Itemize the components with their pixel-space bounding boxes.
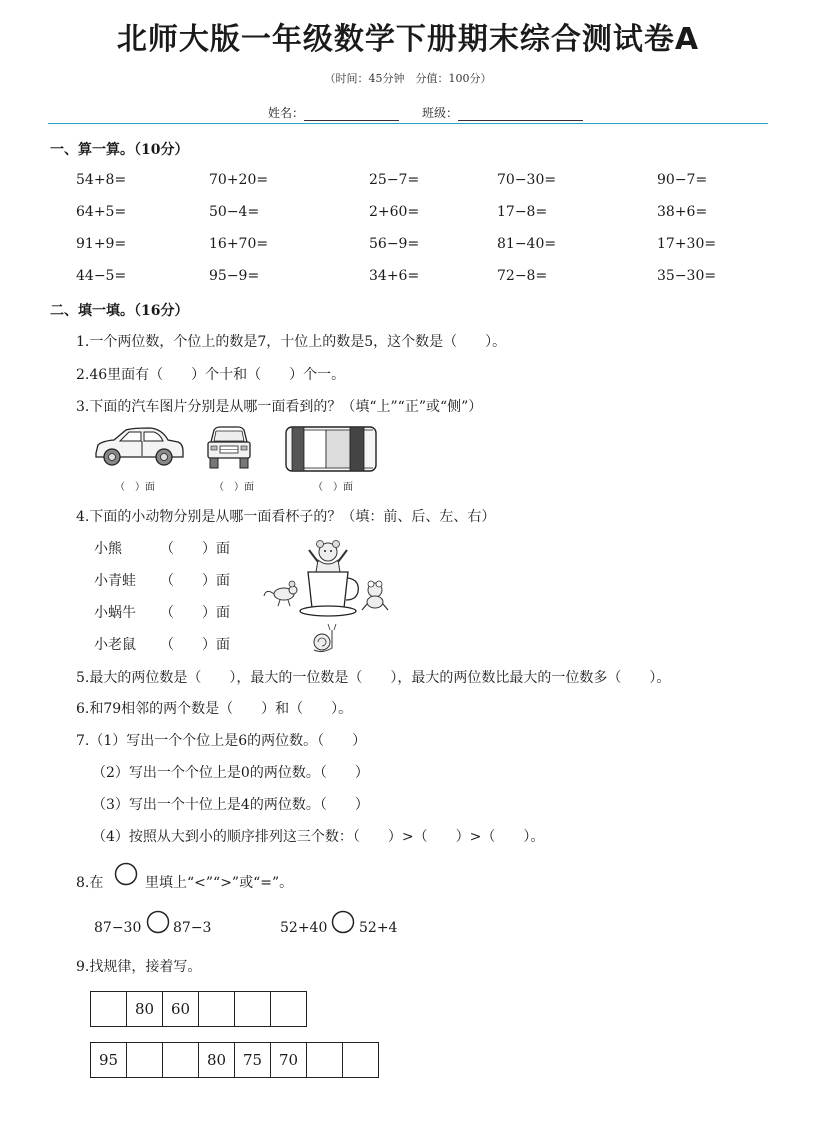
pattern-cell[interactable]: [235, 991, 271, 1027]
pattern-cell: 80: [127, 991, 163, 1027]
animal-label-bear: 小熊: [94, 541, 122, 557]
question-9: 9.找规律，接着写。: [76, 959, 202, 975]
pattern-cell: 75: [235, 1042, 271, 1078]
calc-item: 81−40=: [497, 236, 557, 252]
calc-item: 17+30=: [657, 236, 717, 252]
pattern-cell: 70: [271, 1042, 307, 1078]
pattern-cell[interactable]: [271, 991, 307, 1027]
question-8-intro: 8.在: [76, 875, 104, 891]
pattern-cell[interactable]: [343, 1042, 379, 1078]
question-8-instruction: 里填上“<”“>”或“=”。: [145, 875, 294, 891]
pattern-cell: 80: [199, 1042, 235, 1078]
cup-animals-illustration: [262, 538, 394, 656]
page-title: 北师大版一年级数学下册期末综合测试卷A: [116, 22, 700, 57]
animal-blank-bear[interactable]: （ ）面: [160, 541, 230, 557]
exam-meta: （时间：45分钟 分值：100分）: [324, 72, 492, 85]
car-side-view-image: [92, 426, 187, 468]
question-6: 6.和79相邻的两个数是（ ）和（ ）。: [76, 701, 353, 717]
calc-item: 2+60=: [369, 204, 420, 220]
calc-item: 70+20=: [209, 172, 269, 188]
animal-label-snail: 小蜗牛: [94, 605, 136, 621]
section2-heading: 二、填一填。（16分）: [50, 303, 189, 319]
calc-item: 38+6=: [657, 204, 708, 220]
compare-1-right: 87−3: [173, 920, 212, 936]
calc-item: 95−9=: [209, 268, 260, 284]
section1-heading: 一、算一算。（10分）: [50, 142, 189, 158]
name-blank[interactable]: [304, 108, 399, 121]
question-4: 4.下面的小动物分别是从哪一面看杯子的？（填：前、后、左、右）: [76, 509, 496, 525]
question-5: 5.最大的两位数是（ ），最大的一位数是（ ），最大的两位数比最大的一位数多（ ）。: [76, 670, 671, 686]
car-top-view-image: [285, 426, 377, 472]
animal-blank-frog[interactable]: （ ）面: [160, 573, 230, 589]
calc-item: 25−7=: [369, 172, 420, 188]
class-blank[interactable]: [458, 108, 583, 121]
question-7-part-1: 7.（1）写出一个个位上是6的两位数。（ ）: [76, 733, 367, 749]
question-2: 2.46里面有（ ）个十和（ ）个一。: [76, 367, 346, 383]
calc-item: 44−5=: [76, 268, 127, 284]
compare-1-left: 87−30: [94, 920, 142, 936]
circle-symbol-icon: [114, 862, 138, 886]
name-label: 姓名：: [268, 106, 305, 120]
calc-item: 35−30=: [657, 268, 717, 284]
animal-blank-mouse[interactable]: （ ）面: [160, 637, 230, 653]
pattern-cell[interactable]: [91, 991, 127, 1027]
pattern-cell[interactable]: [199, 991, 235, 1027]
calc-item: 17−8=: [497, 204, 548, 220]
pattern-cell: 95: [91, 1042, 127, 1078]
class-label: 班级：: [422, 106, 459, 120]
calc-item: 64+5=: [76, 204, 127, 220]
calc-item: 72−8=: [497, 268, 548, 284]
animal-label-frog: 小青蛙: [94, 573, 136, 589]
question-1: 1.一个两位数，个位上的数是7，十位上的数是5，这个数是（ ）。: [76, 334, 507, 350]
pattern-cell[interactable]: [307, 1042, 343, 1078]
calc-item: 16+70=: [209, 236, 269, 252]
compare-2-left: 52+40: [280, 920, 328, 936]
pattern-row-2: [90, 1042, 379, 1078]
question-7-part-3: （3）写出一个十位上是4的两位数。（ ）: [92, 797, 369, 813]
question-3: 3.下面的汽车图片分别是从哪一面看到的？（填“上”“正”或“侧”）: [76, 399, 483, 415]
animal-label-mouse: 小老鼠: [94, 637, 136, 653]
calc-item: 90−7=: [657, 172, 708, 188]
car-front-view-image: [206, 426, 252, 470]
calc-item: 54+8=: [76, 172, 127, 188]
compare-1-circle[interactable]: [146, 910, 170, 934]
calc-item: 91+9=: [76, 236, 127, 252]
car-blank-3[interactable]: （ ）面: [313, 482, 353, 493]
car-blank-2[interactable]: （ ）面: [214, 482, 254, 493]
question-7-part-4: （4）按照从大到小的顺序排列这三个数：（ ）>（ ）>（ ）。: [92, 829, 545, 845]
calc-item: 50−4=: [209, 204, 260, 220]
pattern-cell: 60: [163, 991, 199, 1027]
question-7-part-2: （2）写出一个个位上是0的两位数。（ ）: [92, 765, 369, 781]
car-blank-1[interactable]: （ ）面: [115, 482, 155, 493]
calc-item: 56−9=: [369, 236, 420, 252]
animal-blank-snail[interactable]: （ ）面: [160, 605, 230, 621]
name-field-group: [268, 104, 399, 121]
pattern-cell[interactable]: [127, 1042, 163, 1078]
class-field-group: [422, 104, 583, 121]
compare-2-circle[interactable]: [331, 910, 355, 934]
calc-item: 34+6=: [369, 268, 420, 284]
compare-2-right: 52+4: [359, 920, 398, 936]
pattern-row-1: [90, 991, 307, 1027]
calc-item: 70−30=: [497, 172, 557, 188]
header-divider: [48, 123, 768, 124]
pattern-cell[interactable]: [163, 1042, 199, 1078]
